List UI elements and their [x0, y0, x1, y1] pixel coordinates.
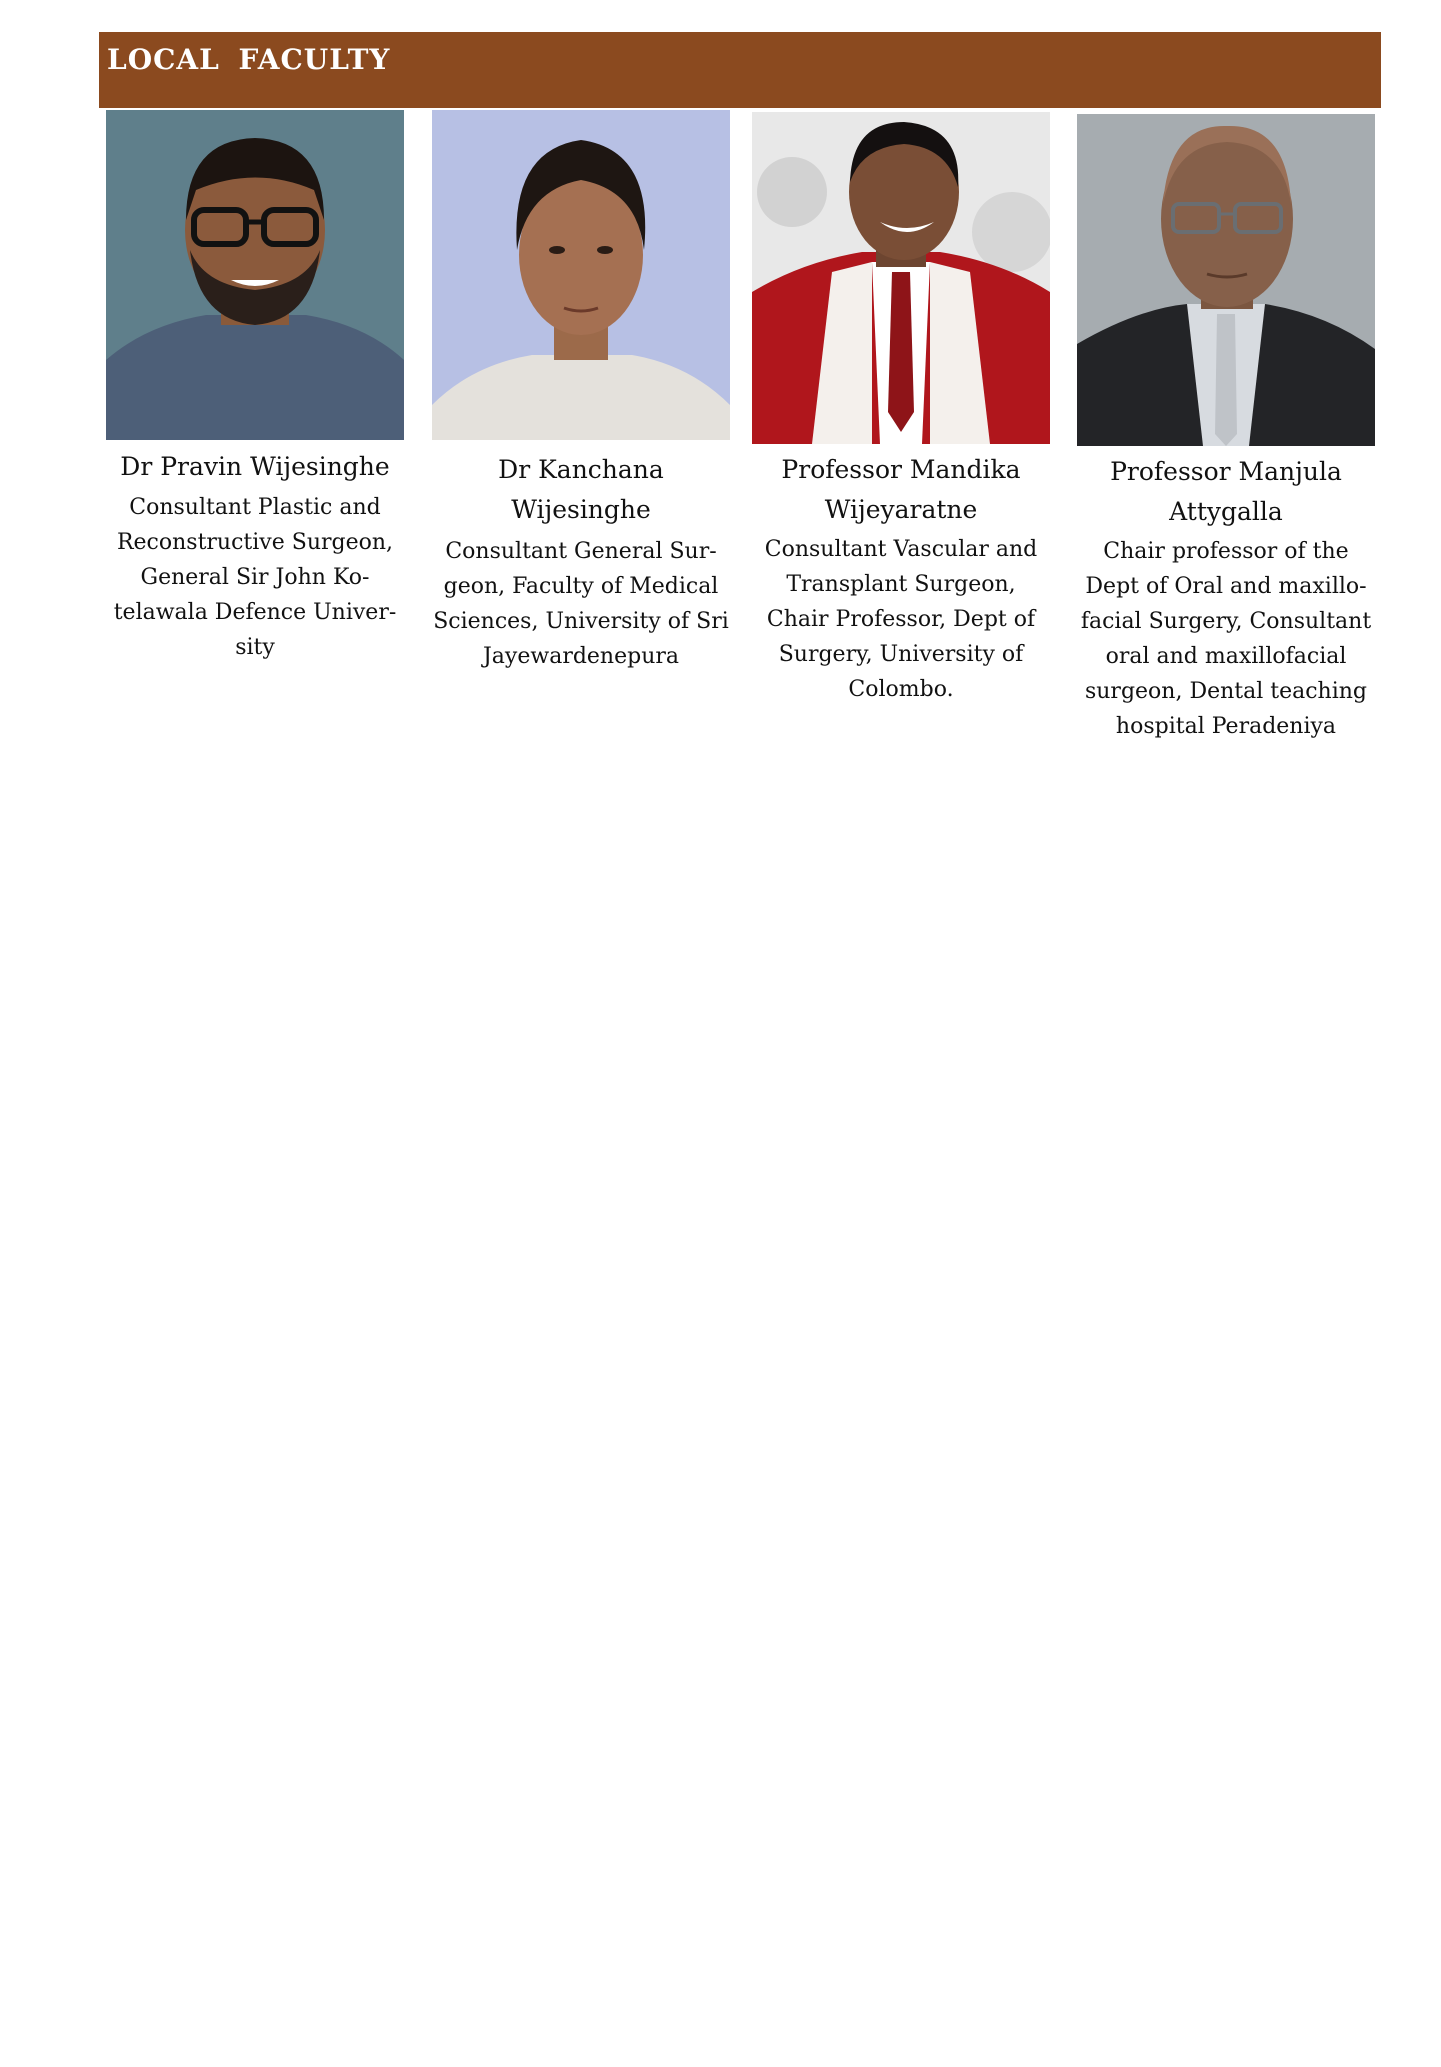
faculty-role: Consultant Vascular and Transplant Surgeon, Chair Professor, Dept of Surgery, University of Colombo.	[764, 537, 1038, 702]
faculty-role: Chair professor of the Dept of Oral and maxillo- facial Surgery, Consultant oral and maxillofacial surgeon, Dental teaching hospital Peradeniya	[1080, 539, 1372, 739]
faculty-name: Professor Manjula Attygalla	[1110, 457, 1342, 526]
section-title: LOCAL FACULTY	[107, 43, 391, 76]
faculty-role: Consultant General Sur- geon, Faculty of Medical Sciences, University of Sri Jayewardenepura	[433, 539, 729, 669]
portrait-photo	[752, 112, 1050, 444]
faculty-name: Dr Kanchana Wijesinghe	[498, 455, 664, 524]
faculty-role: Consultant Plastic and Reconstructive Surgeon, General Sir John Ko- telawala Defence Univer- sity	[113, 495, 397, 660]
portrait-photo	[432, 110, 730, 440]
section-header-bar	[99, 32, 1381, 108]
portrait-photo	[1077, 114, 1375, 446]
faculty-name: Dr Pravin Wijesinghe	[120, 452, 390, 481]
faculty-name: Professor Mandika Wijeyaratne	[781, 455, 1021, 524]
portrait-photo	[106, 110, 404, 440]
